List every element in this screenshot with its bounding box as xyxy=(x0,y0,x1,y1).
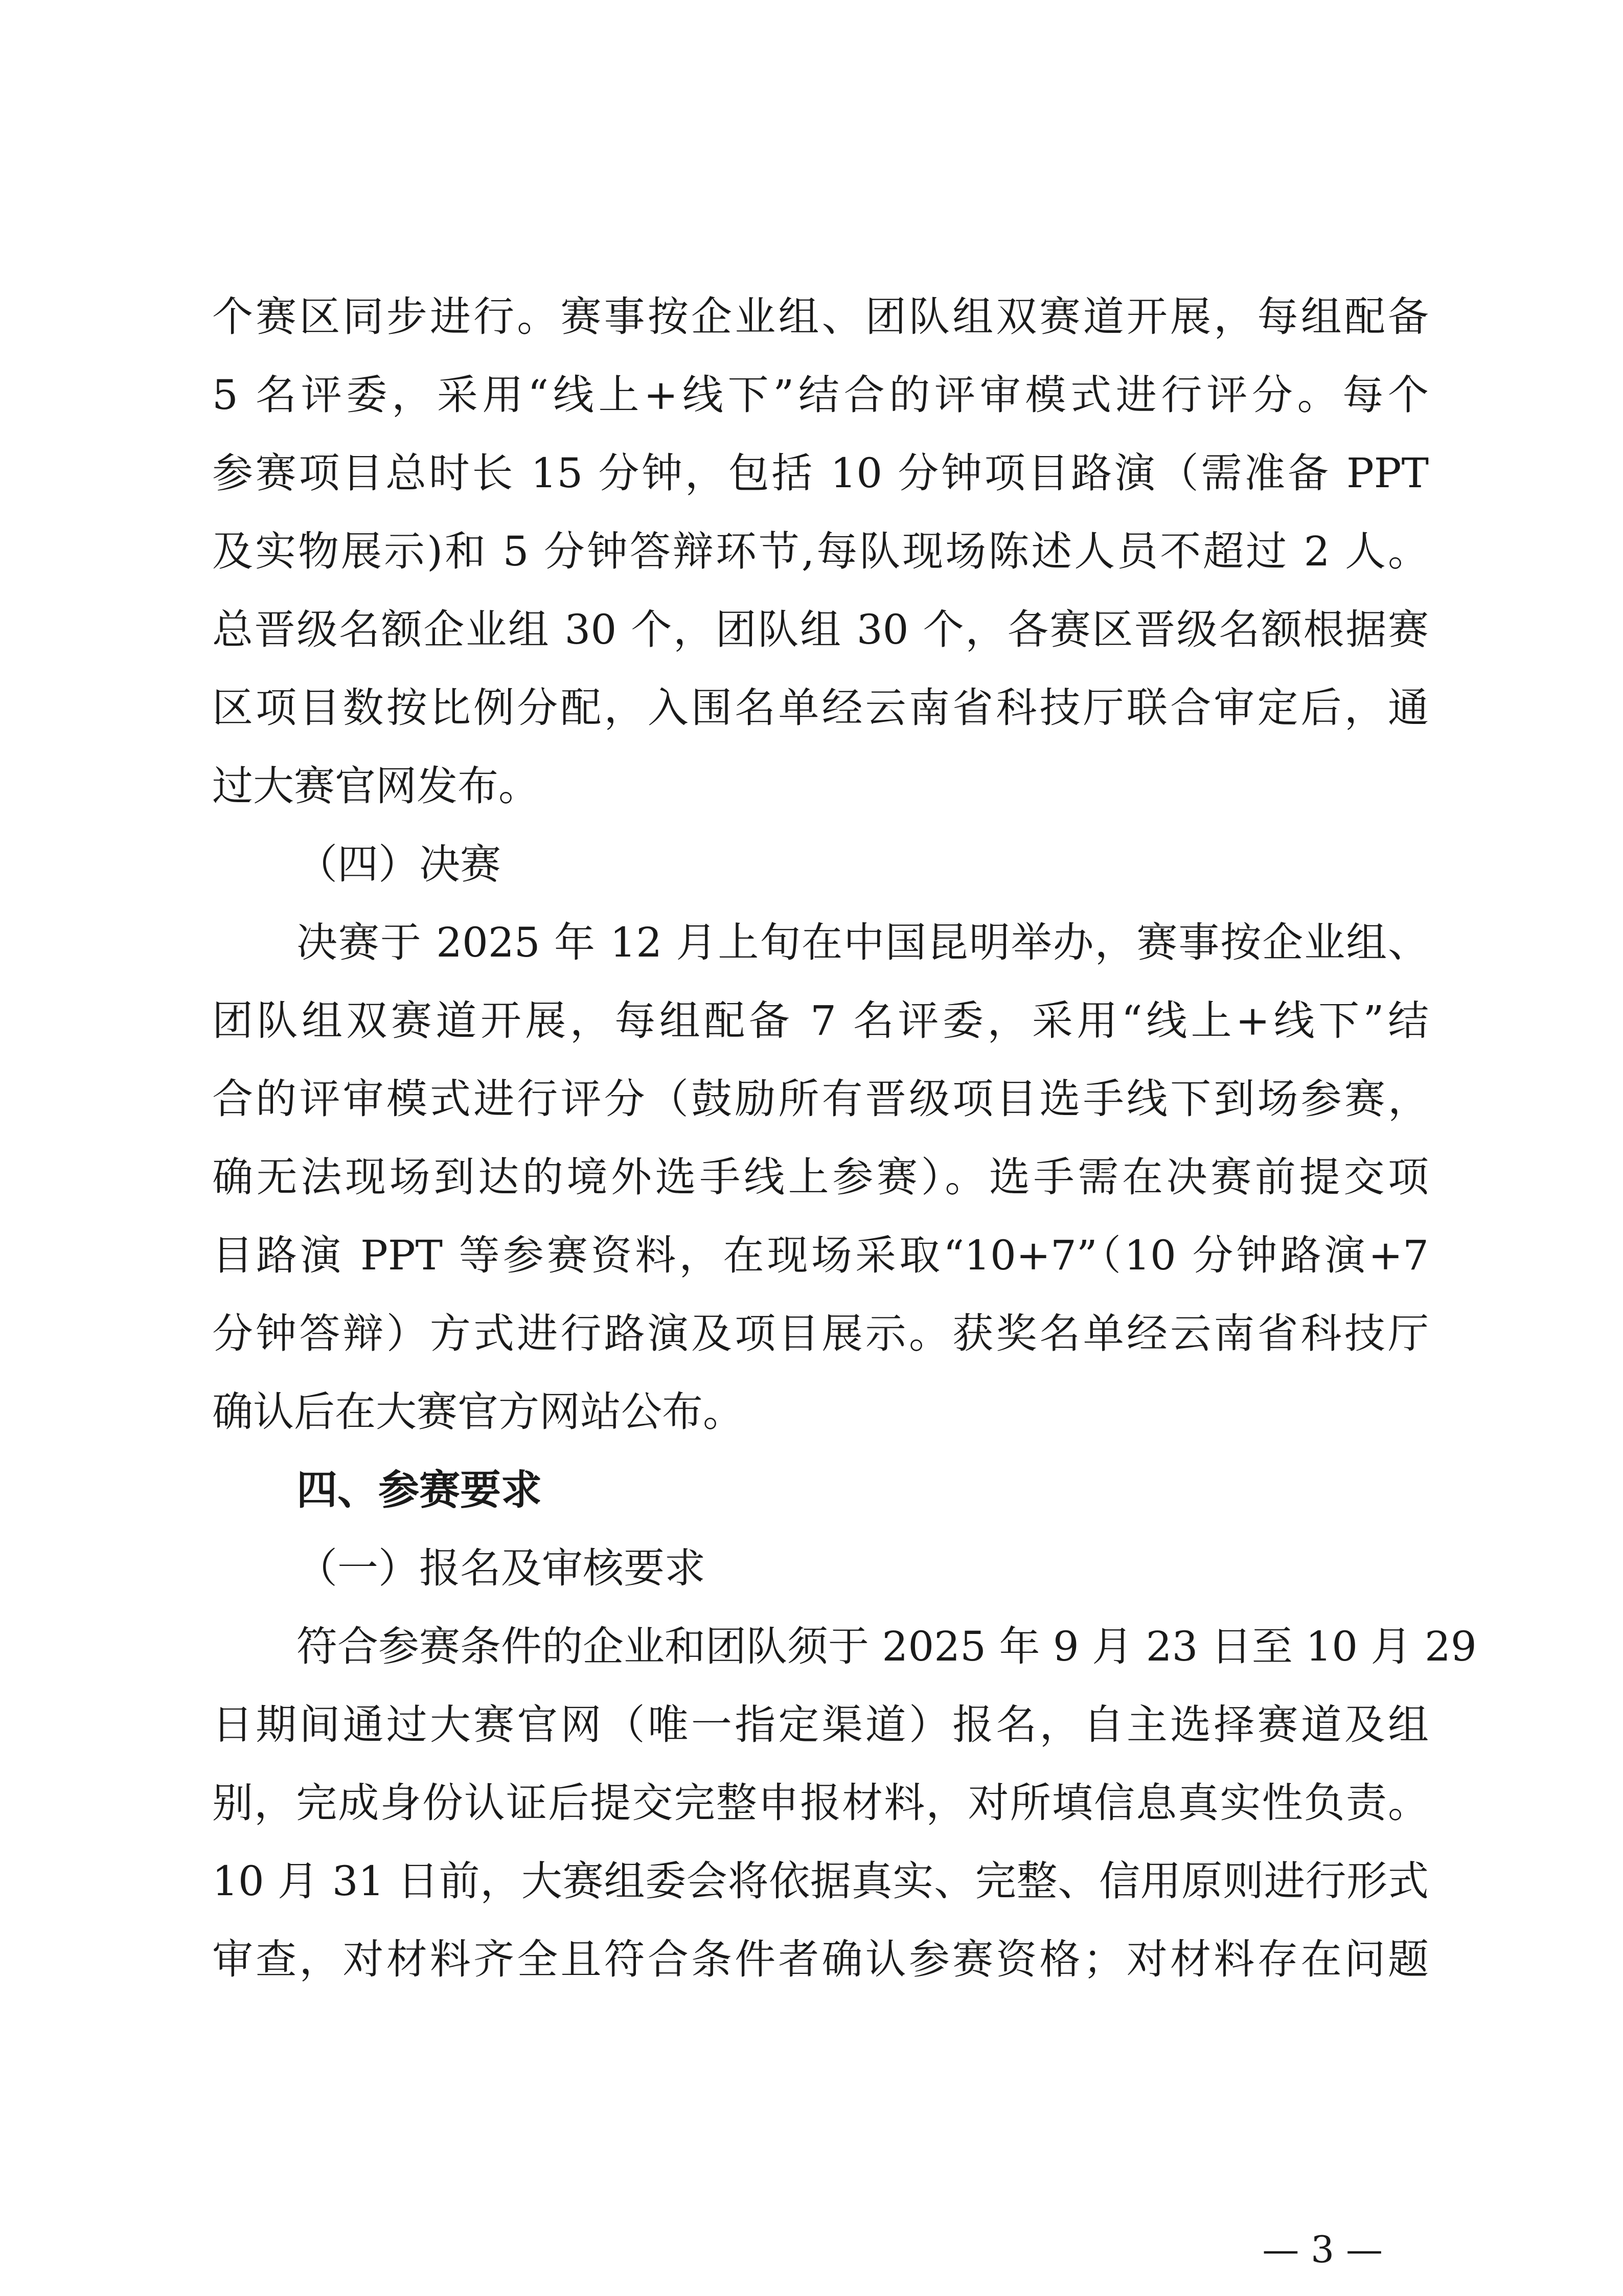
paragraph-line: 别，完成身份认证后提交完整申报材料，对所填信息真实性负责。 xyxy=(212,1779,1429,1827)
paragraph-line: 过大赛官网发布。 xyxy=(212,762,539,810)
paragraph-line: 日期间通过大赛官网（唯一指定渠道）报名，自主选择赛道及组 xyxy=(212,1701,1429,1748)
subsection-heading-registration: （一）报名及审核要求 xyxy=(296,1544,705,1592)
paragraph-line: 总晋级名额企业组 30 个，团队组 30 个，各赛区晋级名额根据赛 xyxy=(212,606,1429,653)
paragraph-line: 5 名评委，采用“线上+线下”结合的评审模式进行评分。每个 xyxy=(212,371,1429,419)
paragraph-line: 区项目数按比例分配，入围名单经云南省科技厅联合审定后，通 xyxy=(212,684,1429,732)
paragraph-line: 确无法现场到达的境外选手线上参赛）。选手需在决赛前提交项 xyxy=(212,1153,1429,1201)
paragraph-line: 符合参赛条件的企业和团队须于 2025 年 9 月 23 日至 10 月 29 xyxy=(296,1623,1477,1670)
section-heading-requirements: 四、参赛要求 xyxy=(296,1466,542,1514)
page-number: — 3 — xyxy=(1262,2228,1383,2271)
paragraph-line: 目路演 PPT 等参赛资料，在现场采取“10+7”（10 分钟路演+7 xyxy=(212,1232,1429,1279)
paragraph-line: 审查，对材料齐全且符合条件者确认参赛资格；对材料存在问题 xyxy=(212,1936,1429,1983)
section-heading-final: （四）决赛 xyxy=(296,840,501,888)
paragraph-line: 合的评审模式进行评分（鼓励所有晋级项目选手线下到场参赛， xyxy=(212,1075,1429,1123)
paragraph-line: 决赛于 2025 年 12 月上旬在中国昆明举办，赛事按企业组、 xyxy=(296,919,1429,966)
paragraph-line: 参赛项目总时长 15 分钟，包括 10 分钟项目路演（需准备 PPT xyxy=(212,449,1429,497)
paragraph-line: 个赛区同步进行。赛事按企业组、团队组双赛道开展，每组配备 xyxy=(212,293,1429,340)
paragraph-line: 及实物展示)和 5 分钟答辩环节,每队现场陈述人员不超过 2 人。 xyxy=(212,528,1429,575)
paragraph-line: 确认后在大赛官方网站公布。 xyxy=(212,1388,744,1436)
paragraph-line: 团队组双赛道开展，每组配备 7 名评委，采用“线上+线下”结 xyxy=(212,997,1429,1044)
paragraph-line: 分钟答辩）方式进行路演及项目展示。获奖名单经云南省科技厅 xyxy=(212,1310,1429,1357)
paragraph-line: 10 月 31 日前，大赛组委会将依据真实、完整、信用原则进行形式 xyxy=(212,1857,1429,1905)
